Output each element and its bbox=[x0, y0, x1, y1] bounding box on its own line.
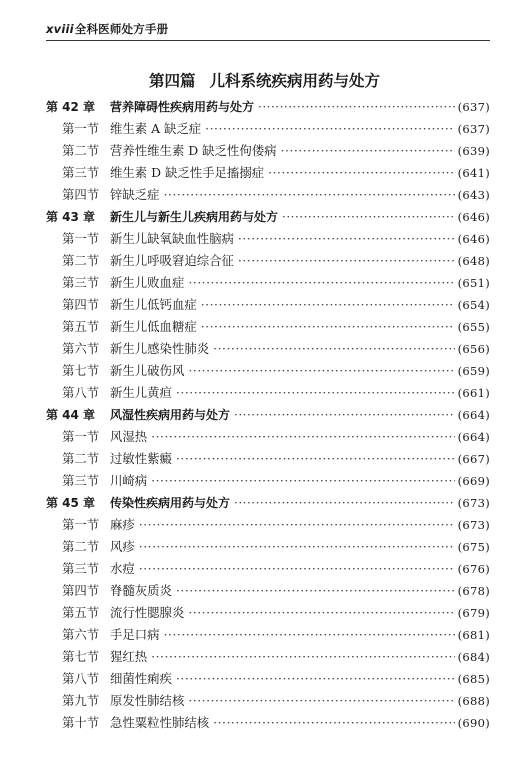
toc-section-entry[interactable] bbox=[46, 536, 490, 558]
toc-entry-title: 新生儿黄疸 bbox=[110, 385, 172, 400]
toc-entry-number: 第三节 bbox=[62, 165, 100, 180]
toc-entry-title: 猩红热 bbox=[110, 649, 148, 664]
toc-entry-title: 营养障碍性疾病用药与处方 bbox=[110, 100, 255, 114]
toc-entry-number: 第四节 bbox=[62, 187, 100, 202]
toc-entry-number: 第 44 章 bbox=[46, 408, 96, 422]
toc-entry-page: (646) bbox=[457, 210, 490, 224]
toc-leader-dots bbox=[151, 426, 454, 448]
toc-entry-title: 新生儿低钙血症 bbox=[110, 297, 197, 312]
toc-leader-dots bbox=[205, 118, 454, 140]
toc-section-entry[interactable] bbox=[46, 426, 490, 448]
toc-entry-title: 急性粟粒性肺结核 bbox=[110, 715, 210, 730]
toc-entry-page: (655) bbox=[457, 320, 490, 334]
toc-section-entry[interactable] bbox=[46, 514, 490, 536]
toc-entry-page: (659) bbox=[457, 364, 490, 378]
toc-entry-page: (664) bbox=[457, 408, 490, 422]
toc-leader-dots bbox=[188, 272, 454, 294]
toc-leader-dots bbox=[188, 602, 454, 624]
toc-leader-dots bbox=[164, 624, 455, 646]
toc-leader-dots bbox=[188, 360, 454, 382]
toc-leader-dots bbox=[151, 646, 454, 668]
toc-entry-title: 风湿热 bbox=[110, 429, 148, 444]
toc-entry-number: 第二节 bbox=[62, 451, 100, 466]
toc-entry-page: (639) bbox=[457, 144, 490, 158]
toc-entry-number: 第三节 bbox=[62, 561, 100, 576]
toc-entry-page: (661) bbox=[457, 386, 490, 400]
toc-entry-number: 第二节 bbox=[62, 253, 100, 268]
toc-entry-page: (681) bbox=[457, 628, 490, 642]
toc-entry-page: (678) bbox=[457, 584, 490, 598]
toc-leader-dots bbox=[238, 250, 455, 272]
toc-section-entry[interactable] bbox=[46, 118, 490, 140]
toc-entry-number: 第六节 bbox=[62, 341, 100, 356]
toc-entry-title: 锌缺乏症 bbox=[110, 187, 160, 202]
toc-leader-dots bbox=[139, 536, 455, 558]
toc-leader-dots bbox=[176, 448, 455, 470]
toc-leader-dots bbox=[139, 558, 455, 580]
toc-entry-title: 新生儿低血糖症 bbox=[110, 319, 197, 334]
toc-section-entry[interactable] bbox=[46, 624, 490, 646]
toc-entry-number: 第八节 bbox=[62, 671, 100, 686]
toc-leader-dots bbox=[201, 316, 455, 338]
toc-entry-title: 新生儿呼吸窘迫综合征 bbox=[110, 253, 234, 268]
toc-entry-title: 新生儿与新生儿疾病用药与处方 bbox=[110, 210, 279, 224]
toc-entry-title: 新生儿感染性肺炎 bbox=[110, 341, 210, 356]
toc-leader-dots bbox=[176, 382, 455, 404]
part-heading bbox=[0, 69, 529, 91]
toc-entry-page: (654) bbox=[457, 298, 490, 312]
toc-entry-title: 营养性维生素 D 缺乏性佝偻病 bbox=[110, 143, 277, 158]
toc-leader-dots bbox=[164, 184, 455, 206]
running-head-book-title: 全科医师处方手册 bbox=[74, 22, 169, 36]
toc-entry-title: 麻疹 bbox=[110, 517, 135, 532]
toc-section-entry[interactable] bbox=[46, 162, 490, 184]
toc-entry-title: 新生儿缺氧缺血性脑病 bbox=[110, 231, 234, 246]
toc-section-entry[interactable] bbox=[46, 184, 490, 206]
toc-section-entry[interactable] bbox=[46, 470, 490, 492]
toc-leader-dots bbox=[176, 668, 455, 690]
header-rule bbox=[46, 40, 490, 41]
toc-entry-page: (637) bbox=[457, 100, 490, 114]
toc-entry-page: (684) bbox=[457, 650, 490, 664]
toc-entry-number: 第五节 bbox=[62, 319, 100, 334]
table-of-contents bbox=[46, 96, 490, 734]
toc-section-entry[interactable] bbox=[46, 668, 490, 690]
toc-entry-number: 第四节 bbox=[62, 297, 100, 312]
toc-section-entry[interactable] bbox=[46, 316, 490, 338]
toc-entry-page: (664) bbox=[457, 430, 490, 444]
toc-entry-number: 第八节 bbox=[62, 385, 100, 400]
toc-entry-title: 手足口病 bbox=[110, 627, 160, 642]
toc-entry-title: 新生儿败血症 bbox=[110, 275, 185, 290]
toc-leader-dots bbox=[151, 470, 454, 492]
toc-entry-number: 第二节 bbox=[62, 143, 100, 158]
toc-entry-number: 第十节 bbox=[62, 715, 100, 730]
toc-entry-page: (673) bbox=[457, 496, 490, 510]
toc-entry-number: 第 45 章 bbox=[46, 496, 96, 510]
toc-entry-number: 第一节 bbox=[62, 121, 100, 136]
toc-entry-page: (643) bbox=[457, 188, 490, 202]
toc-entry-number: 第六节 bbox=[62, 627, 100, 642]
toc-entry-title: 川崎病 bbox=[110, 473, 148, 488]
toc-entry-title: 原发性肺结核 bbox=[110, 693, 185, 708]
toc-entry-title: 维生素 D 缺乏性手足搐搦症 bbox=[110, 165, 265, 180]
toc-leader-dots bbox=[281, 140, 455, 162]
toc-section-entry[interactable] bbox=[46, 712, 490, 734]
toc-leader-dots bbox=[234, 492, 455, 514]
toc-section-entry[interactable] bbox=[46, 382, 490, 404]
toc-entry-title: 细菌性痢疾 bbox=[110, 671, 172, 686]
toc-entry-number: 第四节 bbox=[62, 583, 100, 598]
toc-entry-title: 过敏性紫癜 bbox=[110, 451, 172, 466]
toc-entry-title: 脊髓灰质炎 bbox=[110, 583, 172, 598]
toc-chapter-entry[interactable] bbox=[46, 404, 490, 426]
toc-leader-dots bbox=[268, 162, 454, 184]
toc-section-entry[interactable] bbox=[46, 360, 490, 382]
toc-entry-page: (676) bbox=[457, 562, 490, 576]
toc-leader-dots bbox=[188, 690, 454, 712]
toc-chapter-entry[interactable] bbox=[46, 206, 490, 228]
toc-entry-number: 第一节 bbox=[62, 517, 100, 532]
toc-entry-page: (679) bbox=[457, 606, 490, 620]
toc-entry-number: 第 42 章 bbox=[46, 100, 96, 114]
toc-leader-dots bbox=[201, 294, 455, 316]
toc-entry-page: (688) bbox=[457, 694, 490, 708]
toc-leader-dots bbox=[238, 228, 455, 250]
toc-entry-page: (690) bbox=[457, 716, 490, 730]
toc-entry-page: (669) bbox=[457, 474, 490, 488]
toc-entry-number: 第三节 bbox=[62, 275, 100, 290]
toc-entry-page: (646) bbox=[457, 232, 490, 246]
toc-chapter-entry[interactable] bbox=[46, 492, 490, 514]
toc-entry-number: 第七节 bbox=[62, 363, 100, 378]
toc-leader-dots bbox=[139, 514, 455, 536]
toc-leader-dots bbox=[258, 96, 455, 118]
toc-entry-page: (637) bbox=[457, 122, 490, 136]
toc-section-entry[interactable] bbox=[46, 250, 490, 272]
toc-entry-title: 风疹 bbox=[110, 539, 135, 554]
toc-entry-page: (685) bbox=[457, 672, 490, 686]
toc-entry-number: 第一节 bbox=[62, 231, 100, 246]
toc-entry-title: 流行性腮腺炎 bbox=[110, 605, 185, 620]
part-label: 第四篇 bbox=[148, 71, 196, 90]
toc-section-entry[interactable] bbox=[46, 448, 490, 470]
toc-section-entry[interactable] bbox=[46, 140, 490, 162]
toc-entry-number: 第五节 bbox=[62, 605, 100, 620]
toc-leader-dots bbox=[234, 404, 455, 426]
toc-entry-number: 第七节 bbox=[62, 649, 100, 664]
toc-leader-dots bbox=[176, 580, 455, 602]
toc-entry-number: 第九节 bbox=[62, 693, 100, 708]
toc-entry-number: 第 43 章 bbox=[46, 210, 96, 224]
toc-section-entry[interactable] bbox=[46, 558, 490, 580]
toc-section-entry[interactable] bbox=[46, 294, 490, 316]
part-title: 儿科系统疾病用药与处方 bbox=[209, 71, 381, 90]
running-head bbox=[46, 21, 168, 37]
toc-entry-title: 传染性疾病用药与处方 bbox=[110, 496, 231, 510]
toc-leader-dots bbox=[213, 338, 454, 360]
toc-section-entry[interactable] bbox=[46, 602, 490, 624]
toc-entry-page: (656) bbox=[457, 342, 490, 356]
toc-section-entry[interactable] bbox=[46, 690, 490, 712]
toc-chapter-entry[interactable] bbox=[46, 96, 490, 118]
toc-section-entry[interactable] bbox=[46, 338, 490, 360]
toc-section-entry[interactable] bbox=[46, 646, 490, 668]
toc-leader-dots bbox=[213, 712, 454, 734]
toc-entry-page: (673) bbox=[457, 518, 490, 532]
toc-section-entry[interactable] bbox=[46, 228, 490, 250]
toc-leader-dots bbox=[282, 206, 455, 228]
toc-entry-number: 第一节 bbox=[62, 429, 100, 444]
toc-entry-page: (651) bbox=[457, 276, 490, 290]
toc-entry-number: 第三节 bbox=[62, 473, 100, 488]
toc-entry-title: 维生素 A 缺乏症 bbox=[110, 121, 202, 136]
toc-entry-page: (667) bbox=[457, 452, 490, 466]
running-head-page-number: xviii bbox=[46, 22, 74, 36]
toc-entry-number: 第二节 bbox=[62, 539, 100, 554]
toc-entry-title: 新生儿破伤风 bbox=[110, 363, 185, 378]
toc-entry-page: (675) bbox=[457, 540, 490, 554]
toc-entry-page: (648) bbox=[457, 254, 490, 268]
toc-entry-title: 水痘 bbox=[110, 561, 135, 576]
toc-section-entry[interactable] bbox=[46, 272, 490, 294]
toc-entry-page: (641) bbox=[457, 166, 490, 180]
toc-entry-title: 风湿性疾病用药与处方 bbox=[110, 408, 231, 422]
toc-section-entry[interactable] bbox=[46, 580, 490, 602]
